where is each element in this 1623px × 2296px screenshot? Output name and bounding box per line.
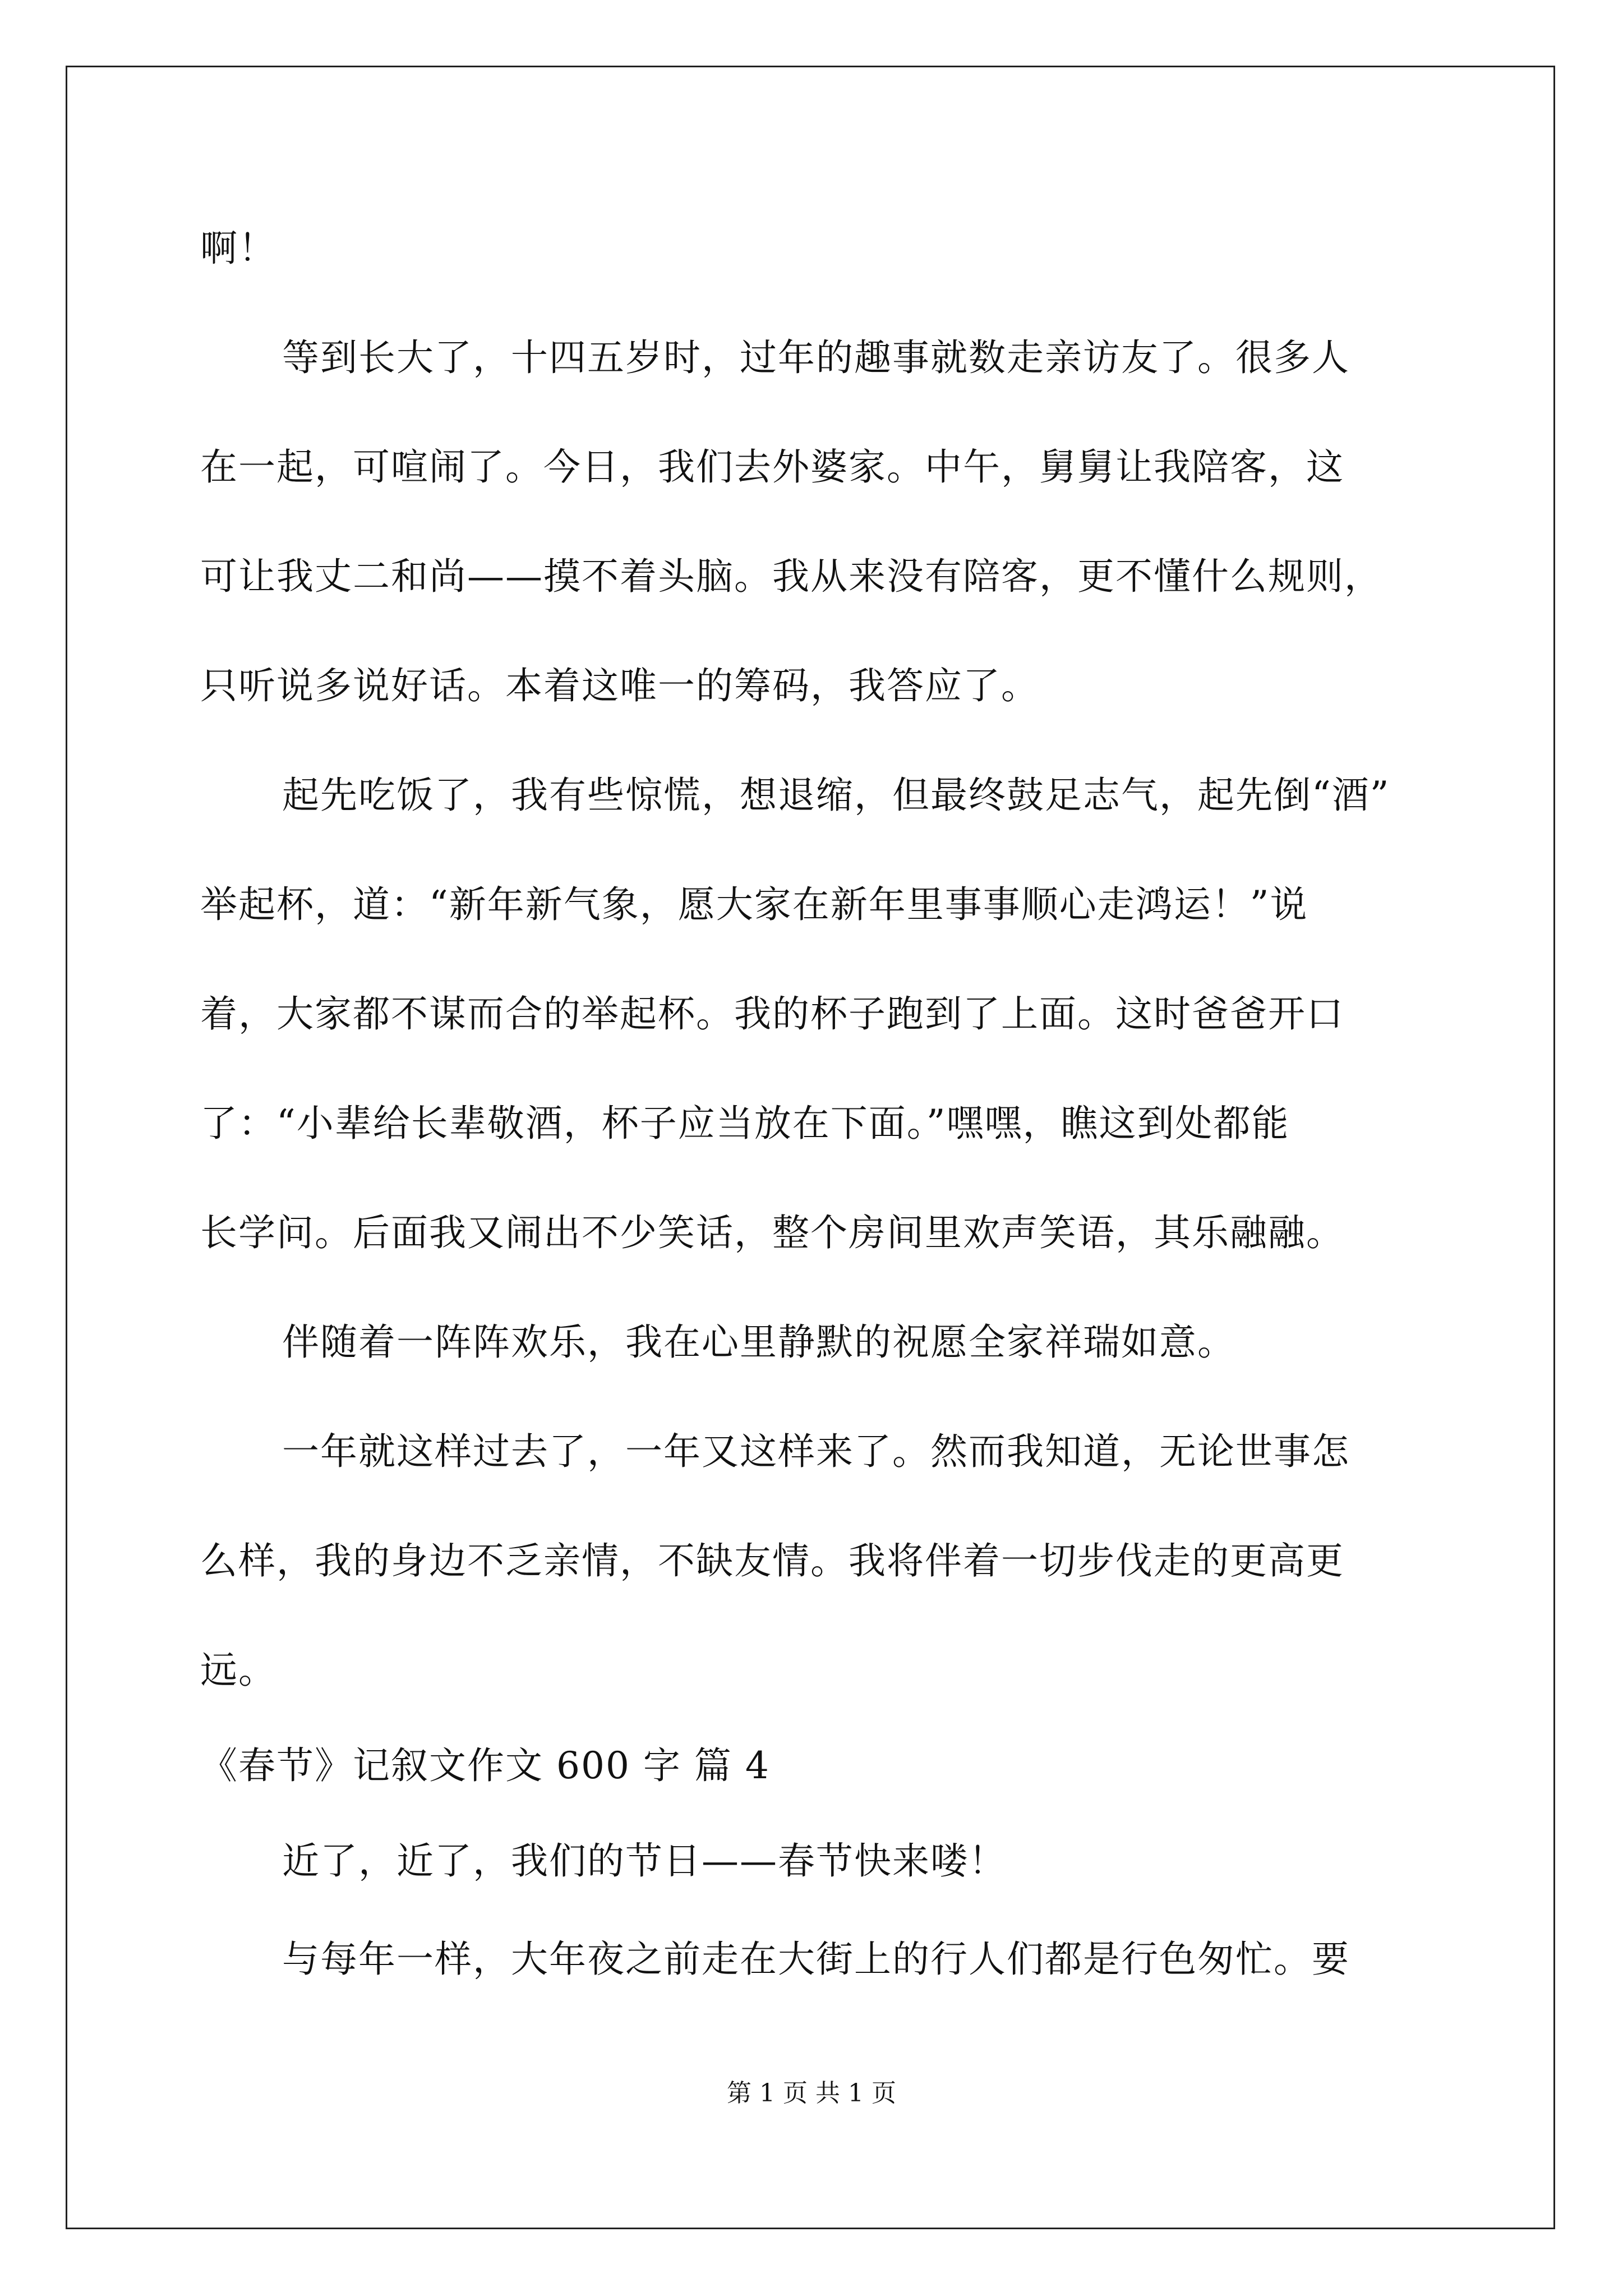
page-footer: 第 1 页 共 1 页 — [727, 2079, 896, 2108]
text-line: 么样，我的身边不乏亲情，不缺友情。我将伴着一切步伐走的更高更 — [200, 1539, 1344, 1582]
paragraph-start-line: 等到长大了，十四五岁时，过年的趣事就数走亲访友了。很多人 — [282, 336, 1350, 379]
paragraph-start-line: 与每年一样，大年夜之前走在大街上的行人们都是行色匆忙。要 — [282, 1938, 1350, 1981]
paragraph-start-line: 一年就这样过去了，一年又这样来了。然而我知道，无论世事怎 — [282, 1430, 1350, 1473]
text-line: 举起杯，道：“新年新气象，愿大家在新年里事事顺心走鸿运！”说 — [200, 883, 1308, 926]
text-line: 长学问。后面我又闹出不少笑话，整个房间里欢声笑语，其乐融融。 — [200, 1211, 1344, 1254]
page-border — [66, 66, 1555, 2229]
text-line: 啊！ — [200, 227, 276, 270]
text-line: 了：“小辈给长辈敬酒，杯子应当放在下面。”嘿嘿，瞧这到处都能 — [200, 1102, 1290, 1145]
paragraph-start-line: 起先吃饭了，我有些惊慌，想退缩，但最终鼓足志气，起先倒“酒” — [282, 774, 1390, 817]
text-line: 着，大家都不谋而合的举起杯。我的杯子跑到了上面。这时爸爸开口 — [200, 992, 1344, 1036]
paragraph-start-line: 伴随着一阵阵欢乐，我在心里静默的祝愿全家祥瑞如意。 — [282, 1320, 1235, 1364]
text-line: 在一起，可喧闹了。今日，我们去外婆家。中午，舅舅让我陪客，这 — [200, 445, 1344, 489]
section-heading: 《春节》记叙文作文 600 字 篇 4 — [200, 1744, 770, 1787]
text-line: 只听说多说好话。本着这唯一的筹码，我答应了。 — [200, 664, 1039, 707]
text-line: 可让我丈二和尚——摸不着头脑。我从来没有陪客，更不懂什么规则， — [200, 555, 1382, 598]
text-line: 远。 — [200, 1649, 276, 1692]
paragraph-start-line: 近了，近了，我们的节日——春节快来喽！ — [282, 1839, 1007, 1883]
